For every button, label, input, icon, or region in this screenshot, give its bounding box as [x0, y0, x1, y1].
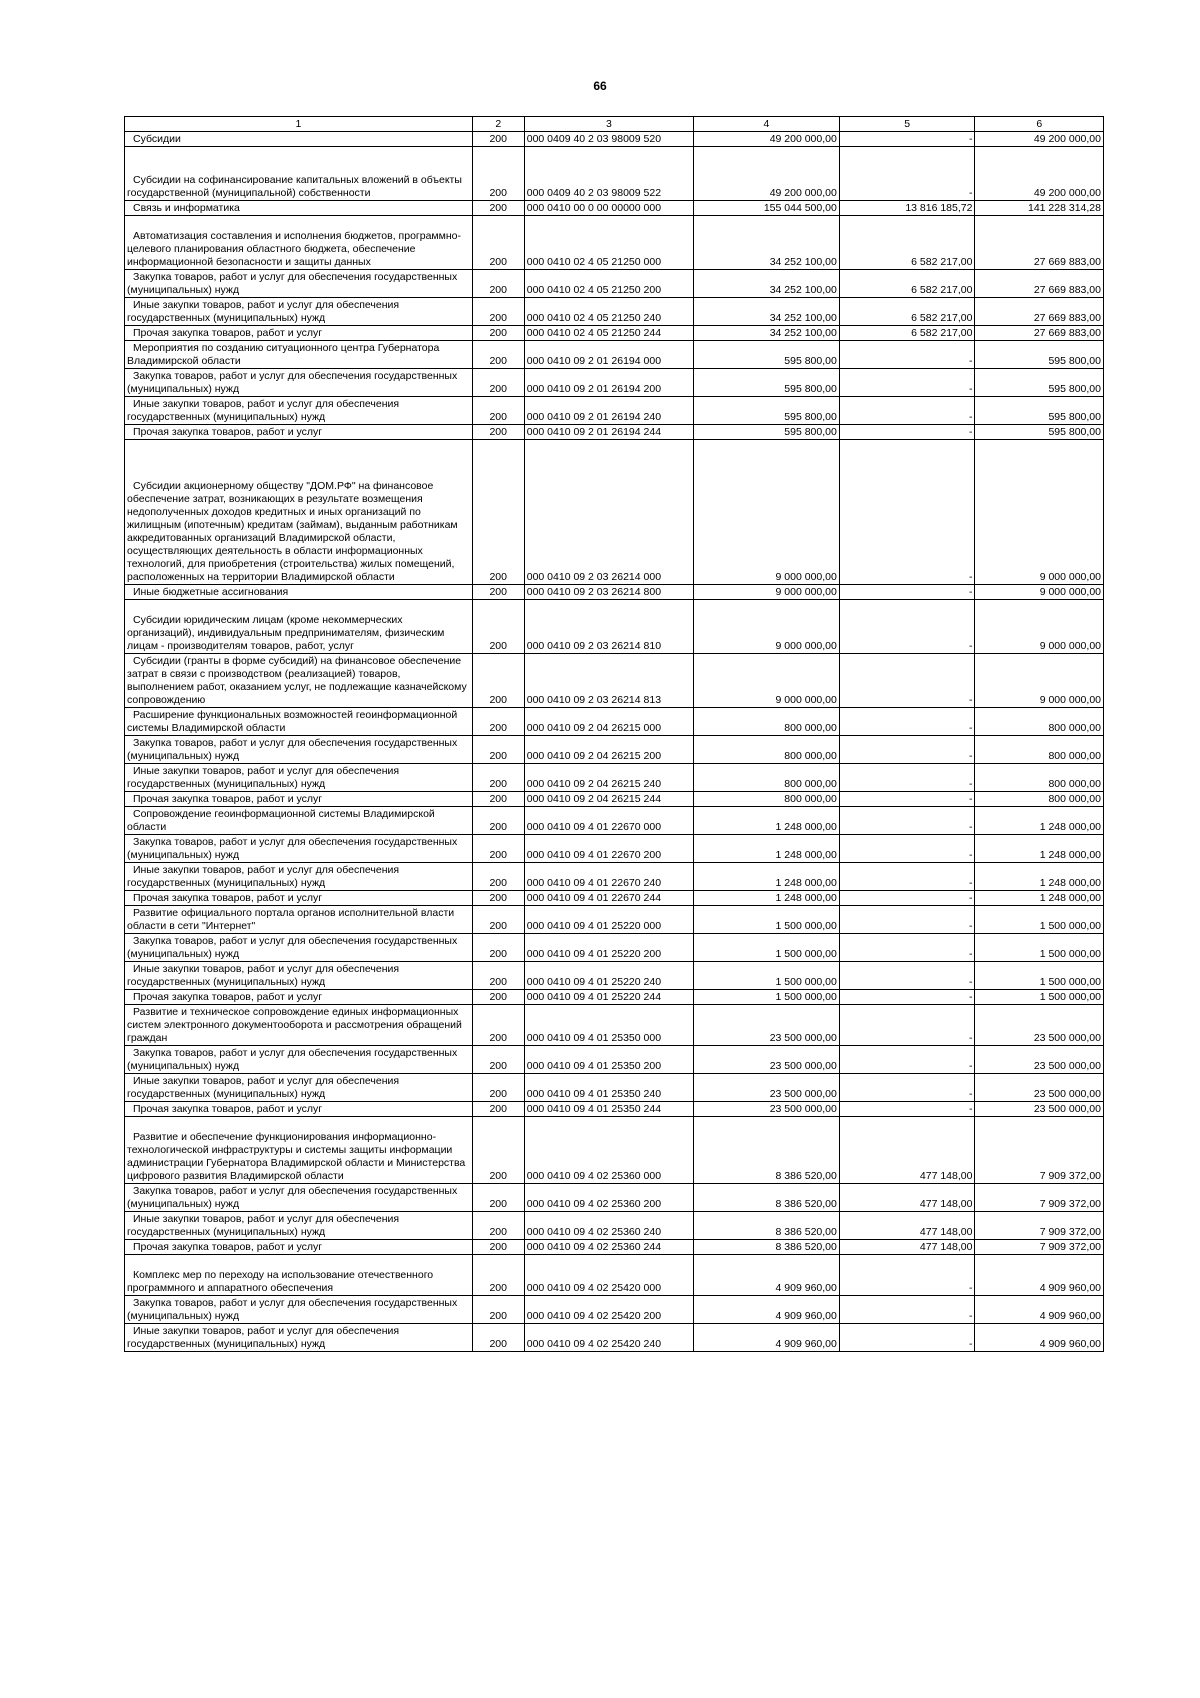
row-name: Иные закупки товаров, работ и услуг для обеспечения государственных (муниципальных) нужд	[125, 1212, 473, 1240]
table-row	[125, 792, 1104, 807]
row-amount-remaining: 800 000,00	[975, 708, 1104, 736]
table-row	[125, 600, 1104, 654]
row-code: 200	[472, 1255, 524, 1296]
row-amount-executed: -	[839, 341, 975, 369]
row-code: 200	[472, 1005, 524, 1046]
row-amount-executed: 477 148,00	[839, 1117, 975, 1184]
row-amount-remaining: 27 669 883,00	[975, 298, 1104, 326]
row-amount-approved: 34 252 100,00	[694, 298, 840, 326]
row-amount-approved: 1 500 000,00	[694, 934, 840, 962]
column-header-1: 1	[125, 117, 473, 132]
row-amount-approved: 595 800,00	[694, 425, 840, 440]
row-code: 200	[472, 440, 524, 585]
row-amount-remaining: 23 500 000,00	[975, 1102, 1104, 1117]
column-header-4: 4	[694, 117, 840, 132]
row-name: Закупка товаров, работ и услуг для обеспечения государственных (муниципальных) нужд	[125, 1184, 473, 1212]
row-code: 200	[472, 736, 524, 764]
row-name: Закупка товаров, работ и услуг для обеспечения государственных (муниципальных) нужд	[125, 1296, 473, 1324]
page-number: 66	[593, 79, 607, 93]
table-row	[125, 1296, 1104, 1324]
budget-table	[124, 116, 1104, 1352]
row-amount-executed: -	[839, 863, 975, 891]
row-amount-approved: 49 200 000,00	[694, 132, 840, 147]
row-amount-executed: -	[839, 792, 975, 807]
row-amount-remaining: 595 800,00	[975, 369, 1104, 397]
table-row	[125, 764, 1104, 792]
row-amount-approved: 23 500 000,00	[694, 1005, 840, 1046]
row-kbk: 000 0410 09 2 04 26215 240	[524, 764, 693, 792]
row-amount-remaining: 141 228 314,28	[975, 201, 1104, 216]
row-amount-executed: -	[839, 1005, 975, 1046]
row-amount-executed: -	[839, 1046, 975, 1074]
table-row	[125, 990, 1104, 1005]
row-amount-executed: -	[839, 1102, 975, 1117]
row-amount-approved: 800 000,00	[694, 736, 840, 764]
row-kbk: 000 0410 09 4 02 25360 200	[524, 1184, 693, 1212]
row-kbk: 000 0410 09 4 02 25420 240	[524, 1324, 693, 1352]
row-kbk: 000 0410 09 4 01 25350 244	[524, 1102, 693, 1117]
row-amount-approved: 1 248 000,00	[694, 835, 840, 863]
row-code: 200	[472, 397, 524, 425]
row-name: Связь и информатика	[125, 201, 473, 216]
row-kbk: 000 0410 09 4 01 25220 000	[524, 906, 693, 934]
row-kbk: 000 0410 09 2 01 26194 200	[524, 369, 693, 397]
row-amount-executed: 477 148,00	[839, 1240, 975, 1255]
row-kbk: 000 0409 40 2 03 98009 522	[524, 147, 693, 201]
row-kbk: 000 0410 02 4 05 21250 000	[524, 216, 693, 270]
row-amount-approved: 1 248 000,00	[694, 891, 840, 906]
row-kbk: 000 0410 09 2 03 26214 813	[524, 654, 693, 708]
row-kbk: 000 0410 00 0 00 00000 000	[524, 201, 693, 216]
row-amount-remaining: 1 500 000,00	[975, 934, 1104, 962]
table-row	[125, 863, 1104, 891]
row-amount-approved: 595 800,00	[694, 397, 840, 425]
row-amount-approved: 800 000,00	[694, 708, 840, 736]
row-amount-executed: -	[839, 764, 975, 792]
row-amount-approved: 23 500 000,00	[694, 1046, 840, 1074]
row-amount-approved: 4 909 960,00	[694, 1255, 840, 1296]
row-code: 200	[472, 298, 524, 326]
row-amount-approved: 595 800,00	[694, 341, 840, 369]
row-amount-executed: 6 582 217,00	[839, 270, 975, 298]
table-row	[125, 341, 1104, 369]
row-name: Закупка товаров, работ и услуг для обеспечения государственных (муниципальных) нужд	[125, 934, 473, 962]
row-amount-approved: 8 386 520,00	[694, 1184, 840, 1212]
row-amount-approved: 9 000 000,00	[694, 585, 840, 600]
row-kbk: 000 0410 09 4 01 22670 240	[524, 863, 693, 891]
row-code: 200	[472, 1102, 524, 1117]
row-name: Прочая закупка товаров, работ и услуг	[125, 425, 473, 440]
row-kbk: 000 0410 09 4 02 25360 240	[524, 1212, 693, 1240]
row-amount-executed: 477 148,00	[839, 1184, 975, 1212]
row-amount-remaining: 7 909 372,00	[975, 1240, 1104, 1255]
table-row	[125, 1255, 1104, 1296]
row-name: Иные закупки товаров, работ и услуг для обеспечения государственных (муниципальных) нужд	[125, 863, 473, 891]
row-amount-remaining: 27 669 883,00	[975, 216, 1104, 270]
row-amount-approved: 23 500 000,00	[694, 1074, 840, 1102]
row-name: Субсидии	[125, 132, 473, 147]
row-kbk: 000 0410 09 2 04 26215 200	[524, 736, 693, 764]
row-code: 200	[472, 1074, 524, 1102]
row-name: Иные закупки товаров, работ и услуг для обеспечения государственных (муниципальных) нужд	[125, 962, 473, 990]
row-amount-executed: -	[839, 1324, 975, 1352]
row-kbk: 000 0410 09 2 01 26194 000	[524, 341, 693, 369]
row-amount-approved: 34 252 100,00	[694, 270, 840, 298]
row-amount-approved: 1 500 000,00	[694, 990, 840, 1005]
row-amount-approved: 1 248 000,00	[694, 863, 840, 891]
table-row	[125, 1117, 1104, 1184]
table-row	[125, 807, 1104, 835]
table-row	[125, 1240, 1104, 1255]
column-header-6: 6	[975, 117, 1104, 132]
table-row	[125, 132, 1104, 147]
row-amount-approved: 34 252 100,00	[694, 326, 840, 341]
row-amount-executed: -	[839, 654, 975, 708]
row-amount-remaining: 23 500 000,00	[975, 1005, 1104, 1046]
table-header	[125, 117, 1104, 132]
row-amount-remaining: 1 500 000,00	[975, 906, 1104, 934]
table-row	[125, 147, 1104, 201]
row-name: Иные закупки товаров, работ и услуг для обеспечения государственных (муниципальных) нужд	[125, 1074, 473, 1102]
table-row	[125, 440, 1104, 585]
row-name: Развитие официального портала органов исполнительной власти области в сети "Интернет"	[125, 906, 473, 934]
table-row	[125, 1046, 1104, 1074]
row-amount-remaining: 800 000,00	[975, 764, 1104, 792]
row-amount-executed: -	[839, 835, 975, 863]
row-name: Иные закупки товаров, работ и услуг для обеспечения государственных (муниципальных) нужд	[125, 298, 473, 326]
row-amount-remaining: 7 909 372,00	[975, 1117, 1104, 1184]
row-name: Развитие и техническое сопровождение единых информационных систем электронного документооборота и рассмотрения обращений граждан	[125, 1005, 473, 1046]
row-name: Расширение функциональных возможностей геоинформационной системы Владимирской области	[125, 708, 473, 736]
row-amount-approved: 1 248 000,00	[694, 807, 840, 835]
row-code: 200	[472, 792, 524, 807]
column-header-2: 2	[472, 117, 524, 132]
row-amount-executed: -	[839, 600, 975, 654]
column-header-3: 3	[524, 117, 693, 132]
row-name: Субсидии (гранты в форме субсидий) на финансовое обеспечение затрат в связи с производством (реализацией) товаров, выполнением работ, оказанием услуг, не подлежащие казначейскому сопровождению	[125, 654, 473, 708]
row-name: Закупка товаров, работ и услуг для обеспечения государственных (муниципальных) нужд	[125, 835, 473, 863]
row-kbk: 000 0410 09 4 02 25420 000	[524, 1255, 693, 1296]
row-amount-executed: 6 582 217,00	[839, 326, 975, 341]
row-name: Субсидии на софинансирование капитальных вложений в объекты государственной (муниципальной) собственности	[125, 147, 473, 201]
table-row	[125, 425, 1104, 440]
row-name: Сопровождение геоинформационной системы Владимирской области	[125, 807, 473, 835]
row-amount-remaining: 1 500 000,00	[975, 962, 1104, 990]
row-kbk: 000 0410 09 4 01 22670 244	[524, 891, 693, 906]
row-amount-executed: -	[839, 425, 975, 440]
row-kbk: 000 0410 09 4 01 25350 200	[524, 1046, 693, 1074]
row-code: 200	[472, 1212, 524, 1240]
row-amount-approved: 1 500 000,00	[694, 906, 840, 934]
row-kbk: 000 0410 09 4 01 25350 000	[524, 1005, 693, 1046]
row-kbk: 000 0410 09 2 04 26215 244	[524, 792, 693, 807]
row-code: 200	[472, 654, 524, 708]
row-code: 200	[472, 201, 524, 216]
row-name: Закупка товаров, работ и услуг для обеспечения государственных (муниципальных) нужд	[125, 1046, 473, 1074]
row-amount-executed: -	[839, 990, 975, 1005]
row-kbk: 000 0410 09 4 02 25360 000	[524, 1117, 693, 1184]
table-row	[125, 736, 1104, 764]
table-row	[125, 1212, 1104, 1240]
header-row	[125, 117, 1104, 132]
row-code: 200	[472, 216, 524, 270]
row-amount-executed: 13 816 185,72	[839, 201, 975, 216]
row-amount-remaining: 9 000 000,00	[975, 600, 1104, 654]
row-amount-remaining: 49 200 000,00	[975, 147, 1104, 201]
table-row	[125, 1184, 1104, 1212]
row-amount-executed: 477 148,00	[839, 1212, 975, 1240]
row-amount-executed: -	[839, 397, 975, 425]
row-amount-approved: 800 000,00	[694, 792, 840, 807]
row-amount-approved: 4 909 960,00	[694, 1324, 840, 1352]
table-row	[125, 216, 1104, 270]
row-name: Автоматизация составления и исполнения бюджетов, программно-целевого планирования областного бюджета, обеспечение информационной безопасности и защиты данных	[125, 216, 473, 270]
table-row	[125, 326, 1104, 341]
row-amount-executed: -	[839, 1296, 975, 1324]
row-kbk: 000 0410 09 4 01 25350 240	[524, 1074, 693, 1102]
row-code: 200	[472, 600, 524, 654]
row-name: Иные закупки товаров, работ и услуг для обеспечения государственных (муниципальных) нужд	[125, 764, 473, 792]
row-amount-remaining: 9 000 000,00	[975, 440, 1104, 585]
row-amount-approved: 23 500 000,00	[694, 1102, 840, 1117]
row-amount-remaining: 595 800,00	[975, 397, 1104, 425]
row-amount-executed: -	[839, 891, 975, 906]
table-row	[125, 585, 1104, 600]
row-amount-remaining: 7 909 372,00	[975, 1212, 1104, 1240]
row-name: Закупка товаров, работ и услуг для обеспечения государственных (муниципальных) нужд	[125, 270, 473, 298]
row-amount-remaining: 4 909 960,00	[975, 1324, 1104, 1352]
row-kbk: 000 0410 09 2 01 26194 244	[524, 425, 693, 440]
row-amount-remaining: 1 248 000,00	[975, 807, 1104, 835]
row-code: 200	[472, 962, 524, 990]
table-row	[125, 201, 1104, 216]
row-code: 200	[472, 708, 524, 736]
row-name: Прочая закупка товаров, работ и услуг	[125, 326, 473, 341]
row-amount-approved: 9 000 000,00	[694, 654, 840, 708]
row-code: 200	[472, 934, 524, 962]
row-name: Закупка товаров, работ и услуг для обеспечения государственных (муниципальных) нужд	[125, 369, 473, 397]
row-amount-remaining: 1 500 000,00	[975, 990, 1104, 1005]
table-row	[125, 654, 1104, 708]
table-row	[125, 906, 1104, 934]
row-code: 200	[472, 132, 524, 147]
row-amount-remaining: 1 248 000,00	[975, 891, 1104, 906]
row-amount-executed: -	[839, 1255, 975, 1296]
row-amount-approved: 1 500 000,00	[694, 962, 840, 990]
row-kbk: 000 0410 09 2 04 26215 000	[524, 708, 693, 736]
row-amount-executed: -	[839, 736, 975, 764]
row-code: 200	[472, 1324, 524, 1352]
row-code: 200	[472, 906, 524, 934]
row-amount-remaining: 4 909 960,00	[975, 1296, 1104, 1324]
row-name: Субсидии юридическим лицам (кроме некоммерческих организаций), индивидуальным предпринимателям, физическим лицам - производителям товаров, работ, услуг	[125, 600, 473, 654]
row-name: Иные закупки товаров, работ и услуг для обеспечения государственных (муниципальных) нужд	[125, 1324, 473, 1352]
row-code: 200	[472, 270, 524, 298]
row-name: Субсидии акционерному обществу "ДОМ.РФ" на финансовое обеспечение затрат, возникающих в результате возмещения недополученных доходов кредитных и иных организаций по жилищным (ипотечным) кредитам (займам), выданным работникам аккредитованных организаций Владимирской области, осуществляющих деятельность в области информационных технологий, для приобретения (строительства) жилых помещений, расположенных на территории Владимирской области	[125, 440, 473, 585]
table-row	[125, 962, 1104, 990]
row-kbk: 000 0410 09 2 03 26214 000	[524, 440, 693, 585]
table-row	[125, 369, 1104, 397]
row-code: 200	[472, 585, 524, 600]
row-code: 200	[472, 1117, 524, 1184]
table-row	[125, 835, 1104, 863]
row-amount-executed: -	[839, 906, 975, 934]
table-row	[125, 1102, 1104, 1117]
row-code: 200	[472, 835, 524, 863]
row-code: 200	[472, 147, 524, 201]
row-amount-remaining: 7 909 372,00	[975, 1184, 1104, 1212]
row-amount-remaining: 23 500 000,00	[975, 1046, 1104, 1074]
row-code: 200	[472, 807, 524, 835]
row-name: Прочая закупка товаров, работ и услуг	[125, 792, 473, 807]
row-amount-approved: 155 044 500,00	[694, 201, 840, 216]
row-amount-executed: -	[839, 1074, 975, 1102]
table-row	[125, 270, 1104, 298]
row-amount-remaining: 49 200 000,00	[975, 132, 1104, 147]
row-amount-approved: 800 000,00	[694, 764, 840, 792]
row-amount-executed: -	[839, 369, 975, 397]
row-amount-executed: -	[839, 962, 975, 990]
row-kbk: 000 0410 09 4 02 25360 244	[524, 1240, 693, 1255]
row-amount-approved: 8 386 520,00	[694, 1212, 840, 1240]
table-row	[125, 708, 1104, 736]
row-kbk: 000 0410 09 2 03 26214 810	[524, 600, 693, 654]
row-amount-remaining: 27 669 883,00	[975, 270, 1104, 298]
row-code: 200	[472, 1184, 524, 1212]
row-amount-remaining: 23 500 000,00	[975, 1074, 1104, 1102]
row-name: Закупка товаров, работ и услуг для обеспечения государственных (муниципальных) нужд	[125, 736, 473, 764]
row-amount-approved: 34 252 100,00	[694, 216, 840, 270]
row-code: 200	[472, 1296, 524, 1324]
row-amount-executed: -	[839, 807, 975, 835]
row-code: 200	[472, 341, 524, 369]
table-row	[125, 934, 1104, 962]
row-name: Комплекс мер по переходу на использование отечественного программного и аппаратного обеспечения	[125, 1255, 473, 1296]
row-amount-executed: -	[839, 132, 975, 147]
row-code: 200	[472, 990, 524, 1005]
row-amount-executed: 6 582 217,00	[839, 298, 975, 326]
row-amount-approved: 595 800,00	[694, 369, 840, 397]
row-amount-remaining: 1 248 000,00	[975, 835, 1104, 863]
table-row	[125, 298, 1104, 326]
row-amount-remaining: 800 000,00	[975, 736, 1104, 764]
row-amount-approved: 8 386 520,00	[694, 1117, 840, 1184]
row-amount-executed: -	[839, 708, 975, 736]
row-amount-remaining: 800 000,00	[975, 792, 1104, 807]
table-row	[125, 1324, 1104, 1352]
row-kbk: 000 0410 09 4 01 25220 240	[524, 962, 693, 990]
row-amount-approved: 9 000 000,00	[694, 600, 840, 654]
row-amount-approved: 8 386 520,00	[694, 1240, 840, 1255]
row-amount-executed: -	[839, 440, 975, 585]
row-amount-executed: -	[839, 934, 975, 962]
row-kbk: 000 0410 02 4 05 21250 240	[524, 298, 693, 326]
row-kbk: 000 0410 09 4 01 25220 200	[524, 934, 693, 962]
row-kbk: 000 0410 02 4 05 21250 200	[524, 270, 693, 298]
row-amount-approved: 4 909 960,00	[694, 1296, 840, 1324]
row-name: Прочая закупка товаров, работ и услуг	[125, 891, 473, 906]
row-kbk: 000 0410 02 4 05 21250 244	[524, 326, 693, 341]
row-amount-approved: 9 000 000,00	[694, 440, 840, 585]
row-name: Иные закупки товаров, работ и услуг для обеспечения государственных (муниципальных) нужд	[125, 397, 473, 425]
row-amount-executed: -	[839, 147, 975, 201]
column-header-5: 5	[839, 117, 975, 132]
row-name: Мероприятия по созданию ситуационного центра Губернатора Владимирской области	[125, 341, 473, 369]
row-kbk: 000 0410 09 4 01 25220 244	[524, 990, 693, 1005]
row-kbk: 000 0410 09 4 01 22670 200	[524, 835, 693, 863]
table-body	[125, 132, 1104, 1352]
row-kbk: 000 0410 09 4 02 25420 200	[524, 1296, 693, 1324]
row-kbk: 000 0410 09 2 01 26194 240	[524, 397, 693, 425]
row-kbk: 000 0409 40 2 03 98009 520	[524, 132, 693, 147]
row-amount-remaining: 595 800,00	[975, 341, 1104, 369]
row-code: 200	[472, 425, 524, 440]
row-amount-remaining: 595 800,00	[975, 425, 1104, 440]
row-name: Прочая закупка товаров, работ и услуг	[125, 1240, 473, 1255]
row-kbk: 000 0410 09 4 01 22670 000	[524, 807, 693, 835]
row-code: 200	[472, 326, 524, 341]
row-name: Развитие и обеспечение функционирования информационно-технологической инфраструктуры и системы защиты информации администрации Губернатора Владимирской области и Министерства цифрового развития Владимирской области	[125, 1117, 473, 1184]
row-code: 200	[472, 863, 524, 891]
row-amount-executed: -	[839, 585, 975, 600]
row-code: 200	[472, 1240, 524, 1255]
table-row	[125, 1005, 1104, 1046]
row-name: Прочая закупка товаров, работ и услуг	[125, 1102, 473, 1117]
row-amount-remaining: 9 000 000,00	[975, 654, 1104, 708]
row-code: 200	[472, 369, 524, 397]
row-code: 200	[472, 891, 524, 906]
row-name: Иные бюджетные ассигнования	[125, 585, 473, 600]
row-amount-remaining: 27 669 883,00	[975, 326, 1104, 341]
row-amount-approved: 49 200 000,00	[694, 147, 840, 201]
table-row	[125, 1074, 1104, 1102]
row-code: 200	[472, 764, 524, 792]
row-name: Прочая закупка товаров, работ и услуг	[125, 990, 473, 1005]
table-row	[125, 397, 1104, 425]
row-kbk: 000 0410 09 2 03 26214 800	[524, 585, 693, 600]
table-row	[125, 891, 1104, 906]
row-amount-remaining: 1 248 000,00	[975, 863, 1104, 891]
row-amount-executed: 6 582 217,00	[839, 216, 975, 270]
row-amount-remaining: 9 000 000,00	[975, 585, 1104, 600]
row-amount-remaining: 4 909 960,00	[975, 1255, 1104, 1296]
row-code: 200	[472, 1046, 524, 1074]
